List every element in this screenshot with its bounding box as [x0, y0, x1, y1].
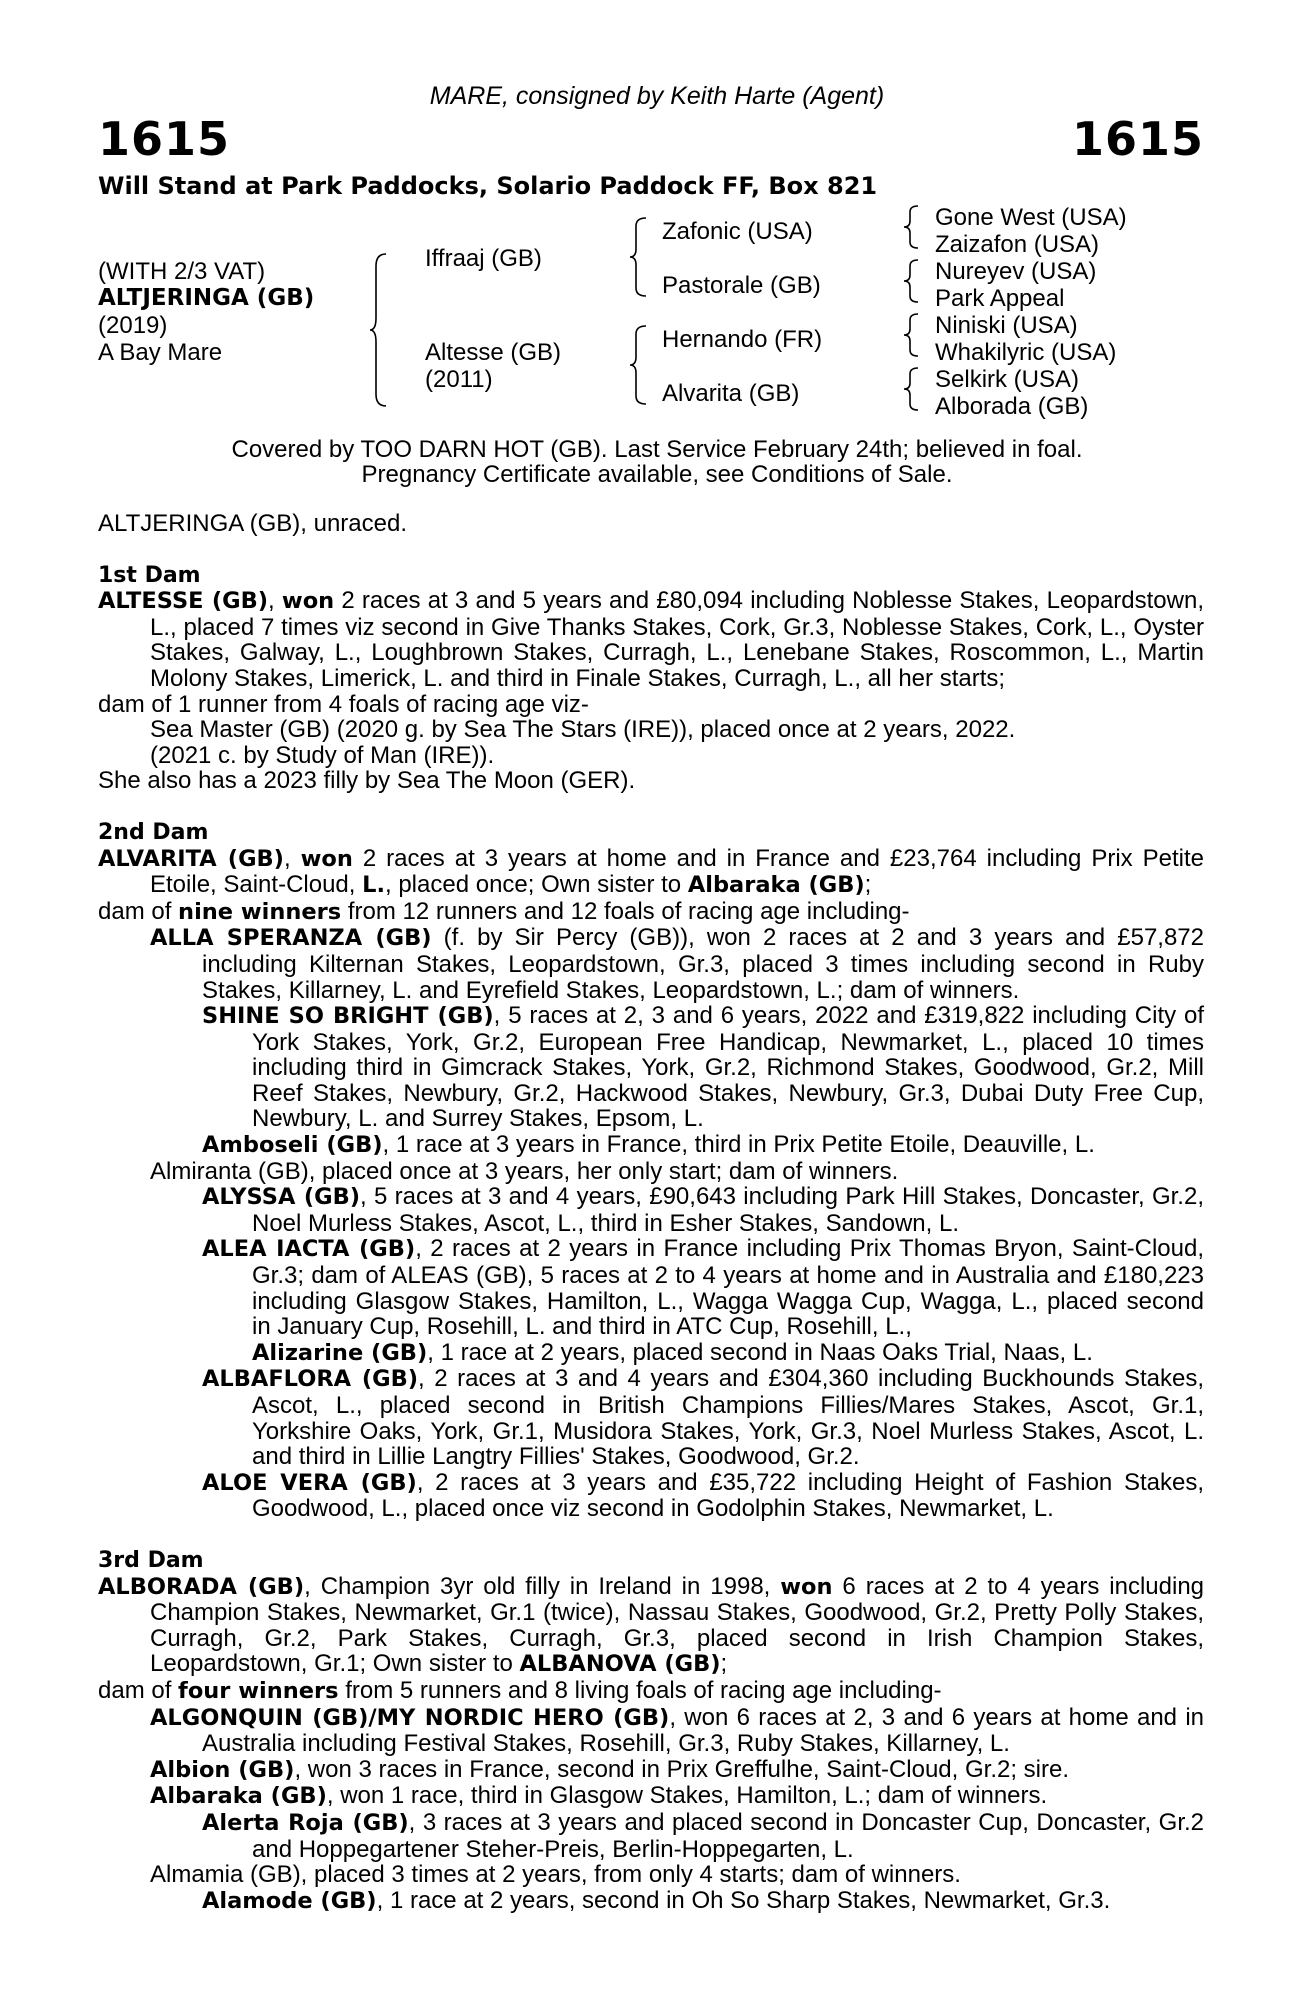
brace-dam	[628, 324, 650, 406]
progeny-alla-speranza: ALLA SPERANZA (GB) (f. by Sir Percy (GB)), won 2 races at 2 and 3 years and £57,872 including Kilternan Stakes, Leopardstown, Gr.3, placed 3 times including second in Ruby Stakes, Killarney, L. and Eyrefield Stakes, Leopardstown, L.; dam of winners.	[150, 924, 1204, 1004]
progeny-almamia: Almamia (GB), placed 3 times at 2 years, from only 4 starts; dam of winners.	[150, 1861, 961, 1889]
first-dam-note: She also has a 2023 filly by Sea The Moon (GER).	[98, 767, 636, 795]
intro-line: ALTJERINGA (GB), unraced.	[98, 510, 407, 537]
dam-sire-sire: Niniski (USA)	[935, 312, 1078, 339]
progeny-shine-so-bright: SHINE SO BRIGHT (GB), 5 races at 2, 3 and 6 years, 2022 and £319,822 including City of York Stakes, York, Gr.2, European Free Handicap, Newmarket, L., placed 10 times including third in Gimcrack Stakes, York, Gr.2, Richmond Stakes, Goodwood, Gr.2, Mill Reef Stakes, Newbury, Gr.2, Hackwood Stakes, Newbury, Gr.3, Dubai Duty Free Cup, Newbury, L. and Surrey Stakes, Epsom, L.	[202, 1002, 1205, 1133]
sire-sire-sire: Gone West (USA)	[935, 204, 1127, 231]
progeny-alyssa: ALYSSA (GB), 5 races at 3 and 4 years, £90,643 including Park Hill Stakes, Doncaster, Gr.2, Noel Murless Stakes, Ascot, L., third in Esher Stakes, Sandown, L.	[202, 1183, 1204, 1237]
brace-dd	[902, 366, 922, 412]
covering-line: Covered by TOO DARN HOT (GB). Last Service February 24th; believed in foal.	[231, 436, 1083, 463]
brace-ss	[902, 204, 922, 250]
sire-dam: Pastorale (GB)	[662, 272, 821, 299]
sire-dam-sire: Nureyev (USA)	[935, 258, 1097, 285]
brace-sd	[902, 258, 922, 304]
sire-dam-dam: Park Appeal	[935, 285, 1065, 312]
dam-dam-sire: Selkirk (USA)	[935, 366, 1080, 393]
brace-sire	[628, 216, 650, 298]
lot-number-right: 1615	[1071, 112, 1204, 166]
progeny-alizarine: Alizarine (GB), 1 race at 2 years, placed second in Naas Oaks Trial, Naas, L.	[252, 1338, 1093, 1366]
dam: Altesse (GB)	[425, 339, 562, 366]
progeny-alea-iacta: ALEA IACTA (GB), 2 races at 2 years in France including Prix Thomas Bryon, Saint-Cloud, Gr.3; dam of ALEAS (GB), 5 races at 2 to 4 years at home and in Australia and £180,223 including Glasgow Stakes, Hamilton, L., Wagga Wagga Cup, Wagga, L., placed second in January Cup, Rosehill, L. and third in ATC Cup, Rosehill, L.,	[202, 1235, 1204, 1341]
first-dam-record: ALTESSE (GB), won 2 races at 3 and 5 years and £80,094 including Noblesse Stakes, Leopardstown, L., placed 7 times viz second in Give Thanks Stakes, Cork, Gr.3, Noblesse Stakes, Cork, L., Oyster Stakes, Galway, L., Loughbrown Stakes, Curragh, L., Lenebane Stakes, Roscommon, L., Martin Molony Stakes, Limerick, L. and third in Finale Stakes, Curragh, L., all her starts;	[98, 587, 1205, 692]
sire: Iffraaj (GB)	[425, 245, 542, 272]
brace-ds	[902, 312, 922, 358]
progeny-aloe-vera: ALOE VERA (GB), 2 races at 3 years and £35,722 including Height of Fashion Stakes, Goodwood, L., placed once viz second in Godolphin Stakes, Newmarket, L.	[202, 1468, 1204, 1523]
second-dam-heading: 2nd Dam	[98, 819, 209, 845]
dam-dam-dam: Alborada (GB)	[935, 393, 1089, 420]
second-dam-record: ALVARITA (GB), won 2 races at 3 years at home and in France and £23,764 including Prix Petite Etoile, Saint-Cloud, L., placed once; Own sister to Albaraka (GB);	[98, 844, 1204, 899]
horse-description: A Bay Mare	[98, 339, 223, 366]
brace-gen1	[368, 252, 390, 408]
horse-name: ALTJERINGA (GB)	[98, 285, 315, 311]
lot-number-left: 1615	[98, 112, 231, 166]
third-dam-heading: 3rd Dam	[98, 1547, 204, 1573]
first-dam-heading: 1st Dam	[98, 562, 201, 588]
dam-year: (2011)	[425, 366, 493, 393]
third-dam-record: ALBORADA (GB), Champion 3yr old filly in Ireland in 1998, won 6 races at 2 to 4 years including Champion Stakes, Newmarket, Gr.1 (twice), Nassau Stakes, Goodwood, Gr.2, Pretty Polly Stakes, Curragh, Gr.2, Park Stakes, Curragh, Gr.3, placed second in Irish Champion Stakes, Leopardstown, Gr.1; Own sister to ALBANOVA (GB);	[98, 1572, 1205, 1678]
progeny-alamode: Alamode (GB), 1 race at 2 years, second in Oh So Sharp Stakes, Newmarket, Gr.3.	[202, 1886, 1111, 1914]
pregnancy-line: Pregnancy Certificate available, see Conditions of Sale.	[361, 461, 953, 488]
progeny-algonquin: ALGONQUIN (GB)/MY NORDIC HERO (GB), won 6 races at 2, 3 and 6 years at home and in Australia including Festival Stakes, Rosehill, Gr.3, Ruby Stakes, Killarney, L.	[150, 1703, 1204, 1758]
progeny-albion: Albion (GB), won 3 races in France, second in Prix Greffulhe, Saint-Cloud, Gr.2; sire.	[150, 1755, 1070, 1783]
first-dam-produce: dam of 1 runner from 4 foals of racing age viz-	[98, 690, 589, 718]
stabling-info: Will Stand at Park Paddocks, Solario Paddock FF, Box 821	[98, 172, 878, 200]
vat-note: (WITH 2/3 VAT)	[98, 258, 266, 285]
sire-sire: Zafonic (USA)	[662, 218, 813, 245]
progeny-albaflora: ALBAFLORA (GB), 2 races at 3 and 4 years and £304,360 including Buckhounds Stakes, Ascot, L., placed second in British Champions Fillies/Mares Stakes, Ascot, Gr.1, Yorkshire Oaks, York, Gr.1, Musidora Stakes, York, Gr.3, Noel Murless Stakes, Ascot, L. and third in Lillie Langtry Fillies' Stakes, Goodwood, Gr.2.	[202, 1365, 1205, 1471]
foaling-year: (2019)	[98, 312, 168, 339]
consignor-heading: MARE, consigned by Keith Harte (Agent)	[429, 82, 885, 110]
second-dam-produce: dam of nine winners from 12 runners and 12 foals of racing age including-	[98, 897, 910, 925]
sire-sire-dam: Zaizafon (USA)	[935, 231, 1100, 258]
dam-dam: Alvarita (GB)	[662, 380, 800, 407]
progeny-2021-colt: (2021 c. by Study of Man (IRE)).	[150, 741, 495, 769]
dam-sire: Hernando (FR)	[662, 326, 823, 353]
third-dam-produce: dam of four winners from 5 runners and 8 living foals of racing age including-	[98, 1676, 942, 1704]
progeny-sea-master: Sea Master (GB) (2020 g. by Sea The Stars (IRE)), placed once at 2 years, 2022.	[150, 716, 1016, 744]
progeny-almiranta: Almiranta (GB), placed once at 3 years, her only start; dam of winners.	[150, 1157, 899, 1185]
progeny-albaraka: Albaraka (GB), won 1 race, third in Glasgow Stakes, Hamilton, L.; dam of winners.	[150, 1782, 1048, 1810]
catalogue-body	[98, 511, 1204, 1914]
progeny-alerta-roja: Alerta Roja (GB), 3 races at 3 years and placed second in Doncaster Cup, Doncaster, Gr.2 and Hoppegartener Steher-Preis, Berlin-Hoppegarten, L.	[202, 1808, 1204, 1863]
progeny-amboseli: Amboseli (GB), 1 race at 3 years in France, third in Prix Petite Etoile, Deauville, L.	[202, 1131, 1095, 1159]
dam-sire-dam: Whakilyric (USA)	[935, 339, 1117, 366]
